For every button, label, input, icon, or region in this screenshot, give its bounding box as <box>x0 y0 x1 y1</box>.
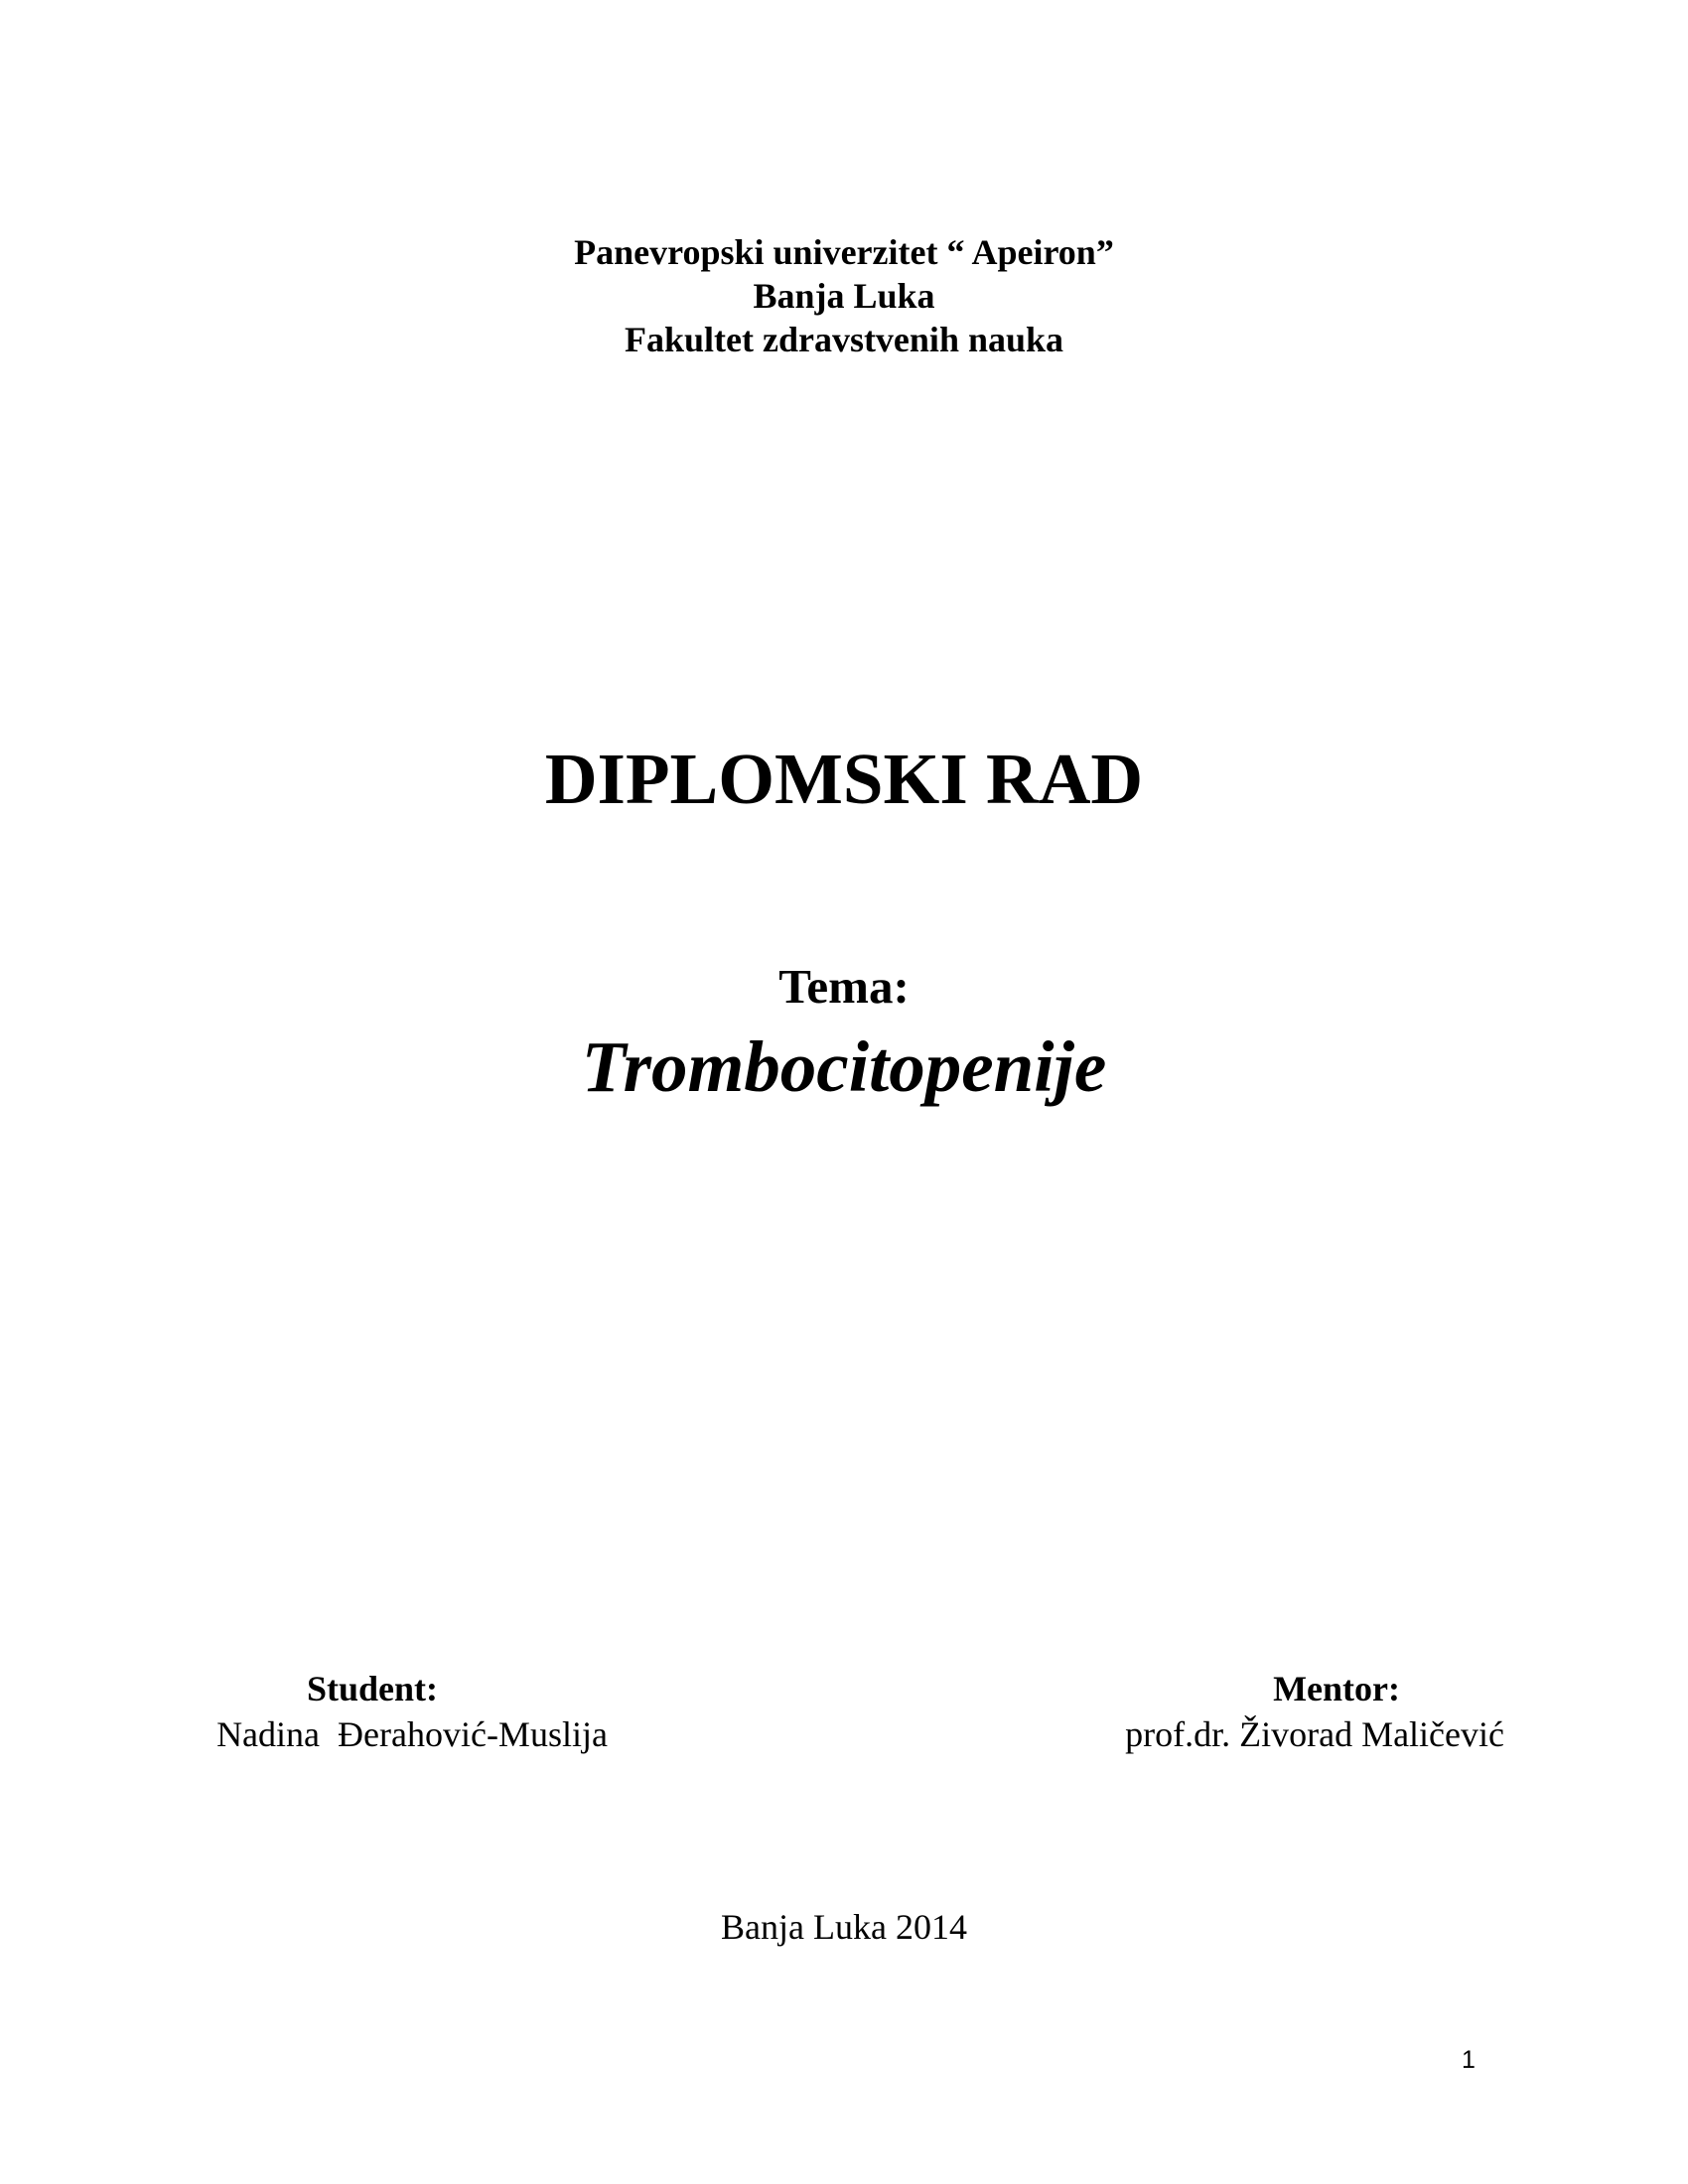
place-and-date: Banja Luka 2014 <box>721 1907 967 1947</box>
faculty-name: Fakultet zdravstvenih nauka <box>624 320 1064 359</box>
document-title: DIPLOMSKI RAD <box>544 739 1144 819</box>
mentor-block <box>1048 1666 1504 1757</box>
topic-title: Trombocitopenije <box>581 1026 1107 1107</box>
mentor-label: Mentor: <box>1273 1669 1400 1708</box>
mentor-name: prof.dr. Živorad Maličević <box>1125 1714 1504 1754</box>
student-label: Student: <box>306 1669 439 1708</box>
university-city: Banja Luka <box>753 276 935 316</box>
institution-header <box>0 230 1688 361</box>
student-block <box>189 1666 635 1757</box>
university-name: Panevropski univerzitet “ Apeiron” <box>574 232 1114 272</box>
topic-label: Tema: <box>778 959 910 1014</box>
page-number: 1 <box>1462 2046 1476 2074</box>
student-name: Nadina Đerahović-Muslija <box>216 1714 608 1754</box>
